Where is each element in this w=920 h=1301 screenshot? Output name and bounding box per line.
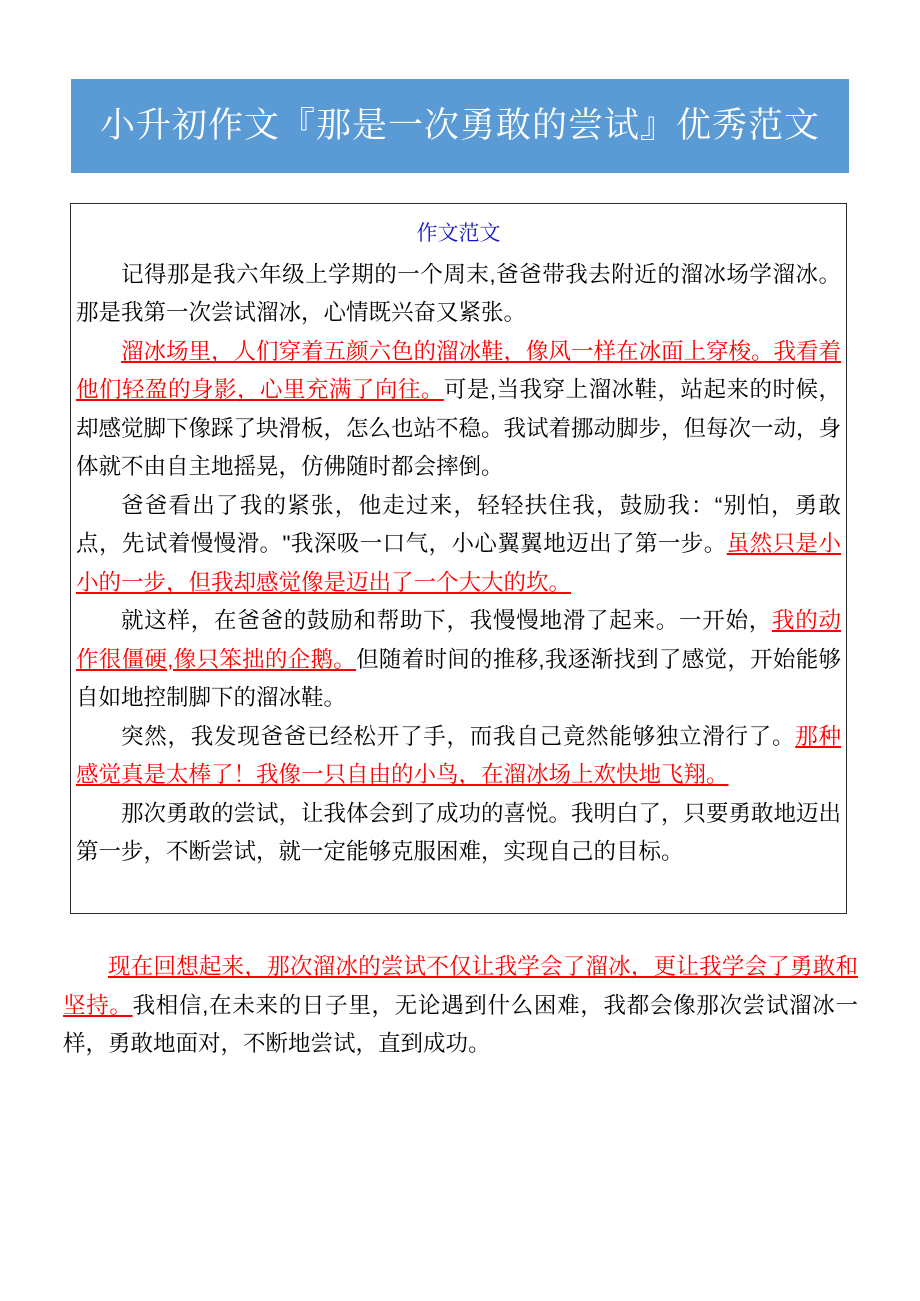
highlighted-text-run: 我的动作很僵硬,像只笨拙的企鹅。 — [76, 608, 841, 672]
text-run: 就这样，在爸爸的鼓励和帮助下，我慢慢地滑了起来。一开始， — [121, 608, 772, 633]
text-run: 我相信,在未来的日子里，无论遇到什么困难，我都会像那次尝试溜冰一样，勇敢地面对，不断地尝试，直到成功。 — [63, 992, 858, 1056]
title-banner — [71, 79, 849, 173]
text-run: 那次勇敢的尝试，让我体会到了成功的喜悦。我明白了，只要勇敢地迈出第一步，不断尝试，就一定能够克服困难，实现自己的目标。 — [76, 800, 842, 864]
text-run: 爸爸看出了我的紧张，他走过来，轻轻扶住我，鼓励我：“别怕，勇敢点，先试着慢慢滑。"我深吸一口气，小心翼翼地迈出了第一步。 — [76, 492, 841, 556]
closing-p7 — [63, 948, 858, 1064]
highlighted-text-run: 虽然只是小小的一步，但我却感觉像是迈出了一个大大的坎。 — [76, 531, 841, 595]
highlighted-text-run: 那种感觉真是太棒了！我像一只自由的小鸟，在溜冰场上欢快地飞翔。 — [76, 723, 841, 787]
essay-heading: 作文范文 — [416, 222, 501, 245]
essay-box — [70, 203, 847, 914]
highlighted-text-run: 现在回想起来，那次溜冰的尝试不仅让我学会了溜冰，更让我学会了勇敢和坚持。 — [63, 954, 858, 1018]
page-title: 小升初作文『那是一次勇敢的尝试』优秀范文 — [99, 105, 820, 145]
paragraph-p6 — [76, 795, 841, 872]
paragraph-p2 — [76, 333, 841, 487]
highlighted-text-run: 溜冰场里，人们穿着五颜六色的溜冰鞋，像风一样在冰面上穿梭。我看着他们轻盈的身影，心里充满了向往。 — [76, 338, 842, 402]
closing-paragraph — [63, 948, 858, 1064]
text-run: 突然，我发现爸爸已经松开了手，而我自己竟然能够独立滑行了。 — [121, 723, 796, 749]
text-run: 但随着时间的推移,我逐渐找到了感觉，开始能够自如地控制脚下的溜冰鞋。 — [76, 646, 841, 710]
paragraph-p5 — [76, 718, 841, 795]
essay-body — [76, 256, 841, 872]
text-run: 记得那是我六年级上学期的一个周末,爸爸带我去附近的溜冰场学溜冰。那是我第一次尝试溜冰，心情既兴奋又紧张。 — [76, 261, 841, 325]
paragraph-p3 — [76, 487, 841, 603]
paragraph-p1 — [76, 256, 841, 333]
text-run: 可是,当我穿上溜冰鞋，站起来的时候，却感觉脚下像踩了块滑板，怎么也站不稳。我试着挪动脚步，但每次一动，身体就不由自主地摇晃，仿佛随时都会摔倒。 — [76, 377, 842, 479]
paragraph-p4 — [76, 602, 841, 718]
